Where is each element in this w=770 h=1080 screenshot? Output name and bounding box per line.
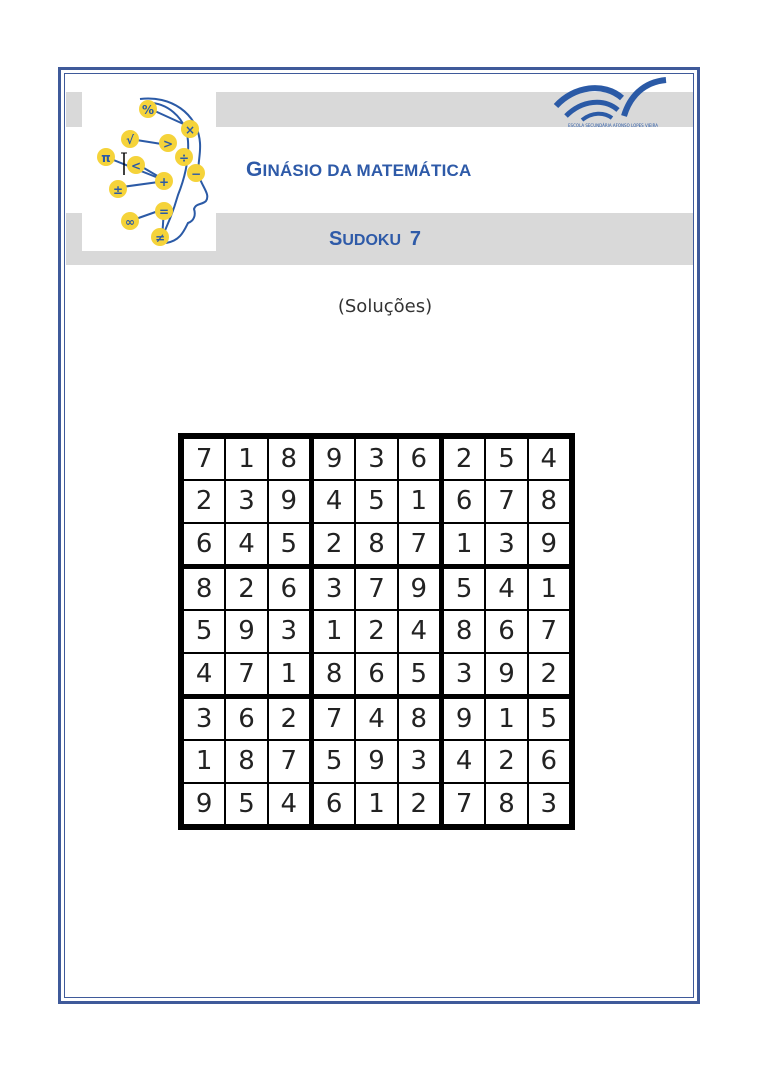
sudoku-cell: 8 <box>184 569 224 609</box>
sudoku-cell: 8 <box>314 654 354 694</box>
sudoku-cell: 9 <box>529 524 569 564</box>
logo-symbol-less: < <box>130 159 142 173</box>
sudoku-cell: 3 <box>356 439 396 479</box>
sudoku-cell: 1 <box>444 524 484 564</box>
sudoku-box <box>184 439 309 564</box>
sudoku-cell: 2 <box>444 439 484 479</box>
sudoku-cell: 8 <box>356 524 396 564</box>
sudoku-cell: 3 <box>529 784 569 824</box>
logo-symbol-plus: + <box>158 175 170 189</box>
sudoku-cell: 6 <box>486 611 526 651</box>
sudoku-cell: 3 <box>314 569 354 609</box>
sudoku-box <box>184 699 309 824</box>
sudoku-cell: 7 <box>444 784 484 824</box>
math-gym-logo <box>82 91 216 251</box>
sudoku-grid <box>178 433 575 830</box>
sudoku-cell: 6 <box>226 699 266 739</box>
sudoku-box <box>314 699 439 824</box>
sudoku-cell: 2 <box>486 741 526 781</box>
sudoku-cell: 5 <box>529 699 569 739</box>
math-head-icon <box>82 91 216 251</box>
logo-symbol-divide: ÷ <box>178 151 190 165</box>
sudoku-cell: 8 <box>269 439 309 479</box>
sudoku-cell: 9 <box>486 654 526 694</box>
page-subtitle: SUDOKU 7 <box>329 228 422 250</box>
sudoku-cell: 5 <box>184 611 224 651</box>
sudoku-cell: 9 <box>399 569 439 609</box>
sudoku-cell: 8 <box>486 784 526 824</box>
sudoku-cell: 6 <box>356 654 396 694</box>
sudoku-cell: 7 <box>314 699 354 739</box>
sudoku-cell: 2 <box>226 569 266 609</box>
logo-symbol-percent: % <box>141 103 155 117</box>
logo-symbol-sqrt: √ <box>125 133 135 147</box>
sudoku-cell: 4 <box>486 569 526 609</box>
logo-symbol-notequal: ≠ <box>154 231 166 245</box>
sudoku-cell: 3 <box>399 741 439 781</box>
sudoku-cell: 5 <box>399 654 439 694</box>
sudoku-box <box>314 569 439 694</box>
sudoku-cell: 2 <box>269 699 309 739</box>
sudoku-cell: 6 <box>184 524 224 564</box>
sudoku-cell: 6 <box>269 569 309 609</box>
sudoku-cell: 5 <box>356 481 396 521</box>
sudoku-cell: 4 <box>444 741 484 781</box>
sudoku-cell: 7 <box>356 569 396 609</box>
sudoku-cell: 7 <box>399 524 439 564</box>
sudoku-cell: 9 <box>269 481 309 521</box>
sudoku-cell: 7 <box>486 481 526 521</box>
sudoku-cell: 3 <box>444 654 484 694</box>
sudoku-box <box>444 439 569 564</box>
sudoku-cell: 5 <box>314 741 354 781</box>
sudoku-cell: 7 <box>226 654 266 694</box>
sudoku-cell: 4 <box>226 524 266 564</box>
sudoku-box <box>444 569 569 694</box>
sudoku-cell: 1 <box>314 611 354 651</box>
sudoku-cell: 2 <box>314 524 354 564</box>
sudoku-cell: 4 <box>399 611 439 651</box>
sudoku-cell: 3 <box>184 699 224 739</box>
sudoku-cell: 9 <box>226 611 266 651</box>
sudoku-cell: 7 <box>184 439 224 479</box>
logo-symbol-equals: = <box>158 205 170 219</box>
logo-symbol-infinity: ∞ <box>125 215 135 229</box>
sudoku-cell: 6 <box>529 741 569 781</box>
sudoku-cell: 9 <box>444 699 484 739</box>
sudoku-cell: 8 <box>444 611 484 651</box>
logo-symbol-pi: π <box>101 151 111 165</box>
sudoku-cell: 1 <box>269 654 309 694</box>
school-logo <box>552 76 674 132</box>
sudoku-cell: 7 <box>529 611 569 651</box>
sudoku-cell: 1 <box>399 481 439 521</box>
sudoku-cell: 2 <box>399 784 439 824</box>
logo-symbol-minus: − <box>190 167 202 181</box>
sudoku-cell: 4 <box>269 784 309 824</box>
sudoku-cell: 3 <box>269 611 309 651</box>
sudoku-box <box>444 699 569 824</box>
sudoku-cell: 2 <box>356 611 396 651</box>
sudoku-cell: 3 <box>226 481 266 521</box>
sudoku-cell: 8 <box>529 481 569 521</box>
sudoku-cell: 3 <box>486 524 526 564</box>
sudoku-cell: 9 <box>314 439 354 479</box>
logo-symbol-greater: > <box>162 137 174 151</box>
sudoku-box <box>314 439 439 564</box>
sudoku-cell: 8 <box>226 741 266 781</box>
sudoku-cell: 5 <box>486 439 526 479</box>
sudoku-cell: 9 <box>184 784 224 824</box>
sudoku-box <box>184 569 309 694</box>
school-arcs-icon <box>552 76 674 132</box>
logo-symbol-times: × <box>184 123 196 137</box>
sudoku-cell: 5 <box>226 784 266 824</box>
sudoku-cell: 2 <box>529 654 569 694</box>
sudoku-cell: 5 <box>444 569 484 609</box>
sudoku-cell: 6 <box>314 784 354 824</box>
solutions-caption: (Soluções) <box>337 296 433 317</box>
sudoku-cell: 6 <box>444 481 484 521</box>
sudoku-cell: 1 <box>486 699 526 739</box>
sudoku-cell: 6 <box>399 439 439 479</box>
sudoku-cell: 4 <box>529 439 569 479</box>
page-title: GINÁSIO DA MATEMÁTICA <box>246 158 472 181</box>
sudoku-cell: 8 <box>399 699 439 739</box>
sudoku-cell: 1 <box>226 439 266 479</box>
logo-symbol-plusminus: ± <box>112 183 124 197</box>
sudoku-cell: 9 <box>356 741 396 781</box>
school-name: ESCOLA SECUNDÁRIA AFONSO LOPES VIEIRA <box>568 123 658 128</box>
sudoku-cell: 1 <box>356 784 396 824</box>
sudoku-cell: 2 <box>184 481 224 521</box>
sudoku-cell: 1 <box>529 569 569 609</box>
sudoku-cell: 4 <box>314 481 354 521</box>
sudoku-cell: 4 <box>184 654 224 694</box>
sudoku-cell: 5 <box>269 524 309 564</box>
sudoku-cell: 7 <box>269 741 309 781</box>
sudoku-cell: 1 <box>184 741 224 781</box>
sudoku-cell: 4 <box>356 699 396 739</box>
